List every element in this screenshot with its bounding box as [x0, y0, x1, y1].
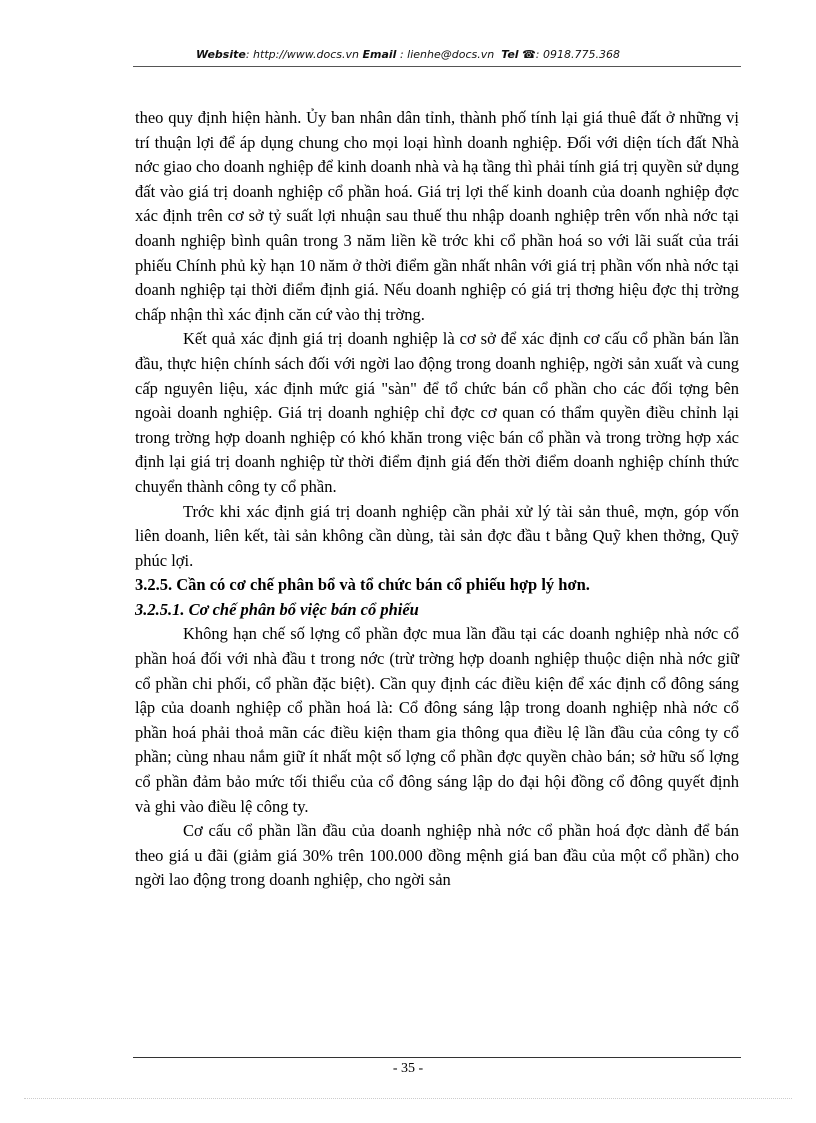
- email-label: Email: [362, 48, 397, 61]
- section-heading: 3.2.5. Cần có cơ chế phân bổ và tổ chức bán cổ phiếu hợp lý hơn.: [135, 575, 590, 595]
- email-value: : lienhe@docs.vn: [396, 48, 495, 61]
- document-body: [135, 106, 739, 893]
- website-label: Website: [196, 48, 246, 61]
- website-value: : http://www.docs.vn: [245, 48, 360, 61]
- paragraph-5: Cơ cấu cổ phần lần đầu của doanh nghiệp nhà nớc cổ phần hoá đợc dành để bán theo giá u đãi (giảm giá 30% trên 100.000 đồng mệnh giá ban đầu của một cổ phần) cho ngời lao động trong doanh nghiệp, cho ngời sản: [135, 821, 739, 890]
- tel-label: Tel: [501, 48, 519, 61]
- tel-value: : 0918.775.368: [535, 48, 620, 61]
- footer-divider: [133, 1057, 741, 1058]
- page-edge-divider: [24, 1098, 792, 1099]
- page-header: [0, 48, 816, 61]
- subsection-heading: 3.2.5.1. Cơ chế phân bổ việc bán cổ phiếu: [135, 599, 419, 619]
- header-divider: [133, 66, 741, 67]
- paragraph-1: theo quy định hiện hành. Ủy ban nhân dân tỉnh, thành phố tính lại giá thuê đất ở những vị trí thuận lợi để áp dụng chung cho mọi loại hình doanh nghiệp. Đối với diện tích đất Nhà nớc giao cho doanh nghiệp để kinh doanh nhà và hạ tầng thì phải tính giá trị quyền sử dụng đất vào giá trị doanh nghiệp cổ phần hoá. Giá trị lợi thế kinh doanh của doanh nghiệp đợc xác định trên cơ sở tỷ suất lợi nhuận sau thuế thu nhập doanh nghiệp trên vốn nhà nớc tại doanh nghiệp bình quân trong 3 năm liền kề trớc khi cổ phần hoá so với lãi suất của trái phiếu Chính phủ kỳ hạn 10 năm ở thời điểm gần nhất nhân với giá trị phần vốn nhà nớc tại doanh nghiệp tại thời điểm định giá. Nếu doanh nghiệp có giá trị thơng hiệu đợc thị trờng chấp nhận thì xác định căn cứ vào thị trờng.: [135, 108, 739, 324]
- paragraph-4: Không hạn chế số lợng cổ phần đợc mua lần đầu tại các doanh nghiệp nhà nớc cổ phần hoá đối với nhà đầu t trong nớc (trừ trờng hợp doanh nghiệp thuộc diện nhà nớc giữ cổ phần chi phối, cổ phần đặc biệt). Cần quy định các điều kiện để xác định cổ đông sáng lập của doanh nghiệp cổ phần hoá là: Cổ đông sáng lập trong doanh nghiệp nhà nớc cổ phần hoá phải thoả mãn các điều kiện tham gia thông qua điều lệ lần đầu của công ty cổ phần; cùng nhau nắm giữ ít nhất một số lợng cổ phần đợc quyền chào bán; sở hữu số lợng cổ phần đảm bảo mức tối thiểu của cổ đông sáng lập do đại hội đồng cổ đông quyết định và ghi vào điều lệ công ty.: [135, 624, 739, 816]
- phone-icon: ☎: [522, 48, 536, 61]
- paragraph-2: Kết quả xác định giá trị doanh nghiệp là cơ sở để xác định cơ cấu cổ phần bán lần đầu, thực hiện chính sách đối với ngời lao động trong doanh nghiệp, ngời sản xuất và cung cấp nguyên liệu, xác định mức giá "sàn" để tổ chức bán cổ phần cho các đối tợng bên ngoài doanh nghiệp. Giá trị doanh nghiệp chỉ đợc cơ quan có thẩm quyền điều chỉnh lại trong trờng hợp doanh nghiệp có khó khăn trong việc bán cổ phần và trong trờng hợp xác định lại giá trị doanh nghiệp từ thời điểm định giá đến thời điểm doanh nghiệp chính thức chuyển thành công ty cổ phần.: [135, 329, 739, 496]
- paragraph-3: Trớc khi xác định giá trị doanh nghiệp cần phải xử lý tài sản thuê, mợn, góp vốn liên doanh, liên kết, tài sản không cần dùng, tài sản đợc đầu t bằng Quỹ khen thởng, Quỹ phúc lợi.: [135, 501, 739, 570]
- page-number: - 35 -: [392, 1061, 424, 1076]
